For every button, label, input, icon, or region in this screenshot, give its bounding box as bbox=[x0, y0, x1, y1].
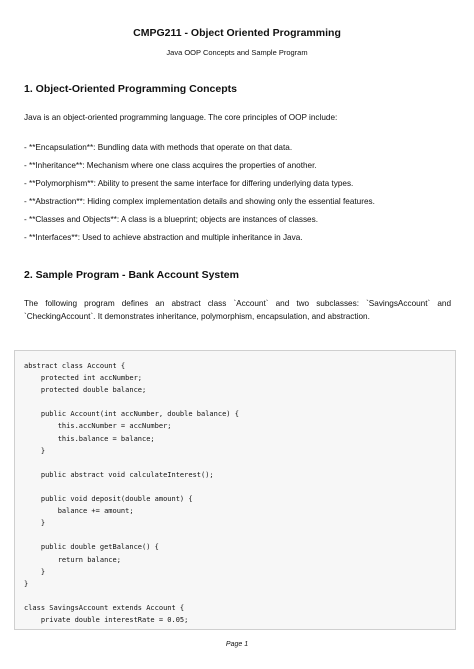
code-block bbox=[14, 350, 456, 630]
list-item: - **Inheritance**: Mechanism where one class acquires the properties of another. bbox=[24, 161, 317, 170]
list-item: - **Classes and Objects**: A class is a blueprint; objects are instances of classes. bbox=[24, 215, 318, 224]
list-item: - **Polymorphism**: Ability to present the same interface for differing underlying data types. bbox=[24, 179, 354, 188]
list-item: - **Encapsulation**: Bundling data with methods that operate on that data. bbox=[24, 143, 293, 152]
section-intro-text: Java is an object-oriented programming language. The core principles of OOP include: bbox=[24, 113, 338, 122]
program-description-text: The following program defines an abstract class `Account` and two subclasses: `SavingsAccount` and `CheckingAccount`. It demonstrates inheritance, polymorphism, encapsulation, and abstraction. bbox=[24, 299, 451, 321]
section-heading-sample-program: 2. Sample Program - Bank Account System bbox=[24, 269, 239, 281]
java-source-code: abstract class Account { protected int accNumber; protected double balance; public Account(int accNumber, double balance) { this.accNumber = accNumber; this.balance = balance; } public abstract void calculateInterest(); public void deposit(double amount) { balance += amount; } public double getBalance() { return balance; } } class SavingsAccount extends Account { private double interestRate = 0.05; bbox=[24, 362, 239, 624]
document-subtitle: Java OOP Concepts and Sample Program bbox=[166, 48, 308, 57]
document-title: CMPG211 - Object Oriented Programming bbox=[133, 27, 341, 39]
list-item: - **Interfaces**: Used to achieve abstraction and multiple inheritance in Java. bbox=[24, 233, 303, 242]
page-number: Page 1 bbox=[225, 641, 249, 648]
oop-principles-list bbox=[24, 141, 454, 249]
section-heading-oop-concepts: 1. Object-Oriented Programming Concepts bbox=[24, 83, 237, 95]
list-item: - **Abstraction**: Hiding complex implementation details and showing only the essential features. bbox=[24, 197, 375, 206]
